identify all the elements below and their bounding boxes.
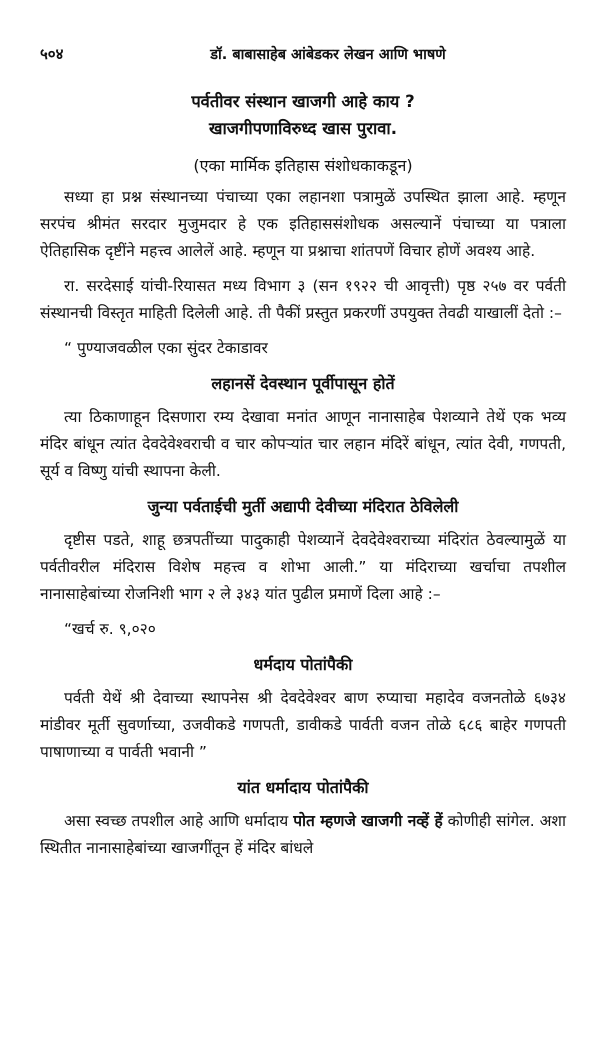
quote-line-2: “खर्च रु. ९,०२० <box>64 620 156 638</box>
paragraph-5: पर्वती येथें श्री देवाच्या स्थापनेस श्री देवदेवेश्वर बाण रुप्याचा महादेव वजनतोळे ६७३४ मांडीवर मूर्ती सुवर्णाच्या, उजवीकडे गणपती, डावीकडे पार्वती वजन तोळे ६८६ बाहेर गणपती पाषाणाच्या व पार्वती भवानी ” <box>40 689 566 761</box>
subheading-2: जुन्या पर्वताईची मुर्ती अद्यापी देवीच्या मंदिरात ठेविलेली <box>147 497 459 516</box>
page-number: ५०४ <box>40 45 64 63</box>
article-byline: (एका मार्मिक इतिहास संशोधकाकडून) <box>193 156 413 175</box>
paragraph-2: रा. सरदेसाई यांची-रियासत मध्य विभाग ३ (सन १९२२ ची आवृत्ती) पृष्ठ २५७ वर पर्वती संस्थानची विस्तृत माहिती दिलेली आहे. ती पैकीं प्रस्तुत प्रकरणीं उपयुक्त तेवढी याखालीं देतो :– <box>40 277 566 322</box>
quote-line-1: “ पुण्याजवळील एका सुंदर टेकाडावर <box>64 339 268 357</box>
paragraph-6 <box>40 808 566 862</box>
paragraph-6-start: असा स्वच्छ तपशील आहे आणि धर्मादाय <box>64 812 294 830</box>
paragraph-3: त्या ठिकाणाहून दिसणारा रम्य देखावा मनांत आणून नानासाहेब पेशव्याने तेथें एक भव्य मंदिर बांधून त्यांत देवदेवेश्वराची व चार कोपऱ्यांत चार लहान मंदिरें बांधून, त्यांत देवी, गणपती, सूर्य व विष्णु यांची स्थापना केली. <box>40 408 566 480</box>
article-title-line-1: पर्वतीवर संस्थान खाजगी आहे काय ? <box>191 92 415 111</box>
running-title: डॉ. बाबासाहेब आंबेडकर लेखन आणि भाषणे <box>210 47 446 63</box>
subheading-1: लहानसें देवस्थान पूर्वीपासून होतें <box>211 374 395 393</box>
paragraph-6-end: कोणीही सांगेल. अशा स्थितीत नानासाहेबांच्या खाजगींतून हें मंदिर बांधले <box>40 812 566 857</box>
article-title-line-2: खाजगीपणाविरुध्द खास पुरावा. <box>209 119 397 138</box>
paragraph-6-bold: पोत म्हणजे खाजगी नव्हें हें <box>293 812 443 830</box>
article-body <box>40 88 566 870</box>
page-header <box>40 44 566 66</box>
subheading-3: धर्मदाय पोतांपैकी <box>253 655 353 674</box>
paragraph-1: सध्या हा प्रश्न संस्थानच्या पंचाच्या एका लहानशा पत्रामुळें उपस्थित झाला आहे. म्हणून सरपंच श्रीमंत सरदार मुजुमदार हे एक इतिहाससंशोधक असल्यानें पंचाच्या या पत्राला ऐतिहासिक दृष्टींने महत्त्व आलेलें आहे. म्हणून या प्रश्नाचा शांतपणें विचार होणें अवश्य आहे. <box>40 188 566 260</box>
paragraph-4: दृष्टीस पडते, शाहू छत्रपतींच्या पादुकाही पेशव्यानें देवदेवेश्वराच्या मंदिरांत ठेवल्यामुळें या पर्वतीवरील मंदिरास विशेष महत्त्व व शोभा आली.” या मंदिराच्या खर्चाचा तपशील नानासाहेबांच्या रोजनिशी भाग २ ले ३४३ यांत पुढील प्रमाणें दिला आहे :– <box>40 531 566 603</box>
subheading-4: यांत धर्मादाय पोतांपैकी <box>237 778 369 797</box>
